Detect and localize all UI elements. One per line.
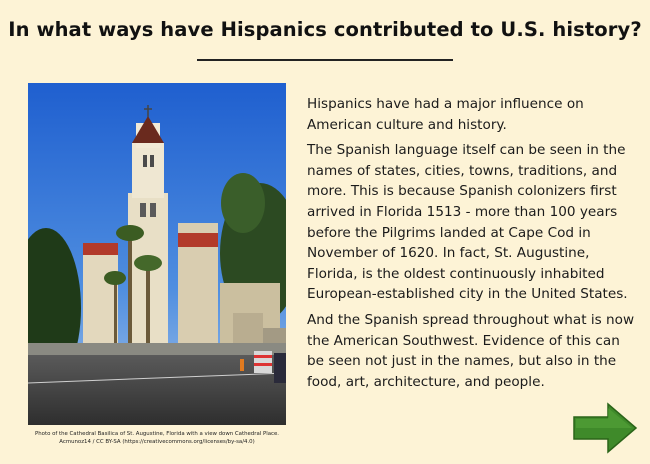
photo-caption-line1: Photo of the Cathedral Basilica of St. Augustine, Florida with a view down Cathedral Place. xyxy=(34,431,280,437)
photo-caption xyxy=(12,430,302,446)
next-slide-button[interactable] xyxy=(572,402,638,454)
right-arrow-icon xyxy=(572,402,638,454)
body-text xyxy=(307,94,635,397)
paragraph-intro: Hispanics have had a major influence on American culture and history. xyxy=(307,96,584,133)
photo-caption-line2: Acmunoz14 / CC BY-SA (https://creativecommons.org/licenses/by-sa/4.0) xyxy=(59,439,255,445)
slide-title: In what ways have Hispanics contributed to U.S. history? xyxy=(8,18,642,41)
title-underline xyxy=(197,59,453,61)
cathedral-photo xyxy=(28,83,286,425)
paragraph-language: The Spanish language itself can be seen in the names of states, cities, towns, traditions, and more. This is because Spanish colonizers first arrived in Florida 1513 - more than 100 years before the Pilgrims landed at Cape Cod in November of 1620. In fact, St. Augustine, Florida, is the oldest continuously inhabited European-established city in the United States. xyxy=(307,142,628,303)
paragraph-southwest: And the Spanish spread throughout what is now the American Southwest. Evidence of this can be seen not just in the names, but also in the food, art, architecture, and people. xyxy=(307,311,635,390)
